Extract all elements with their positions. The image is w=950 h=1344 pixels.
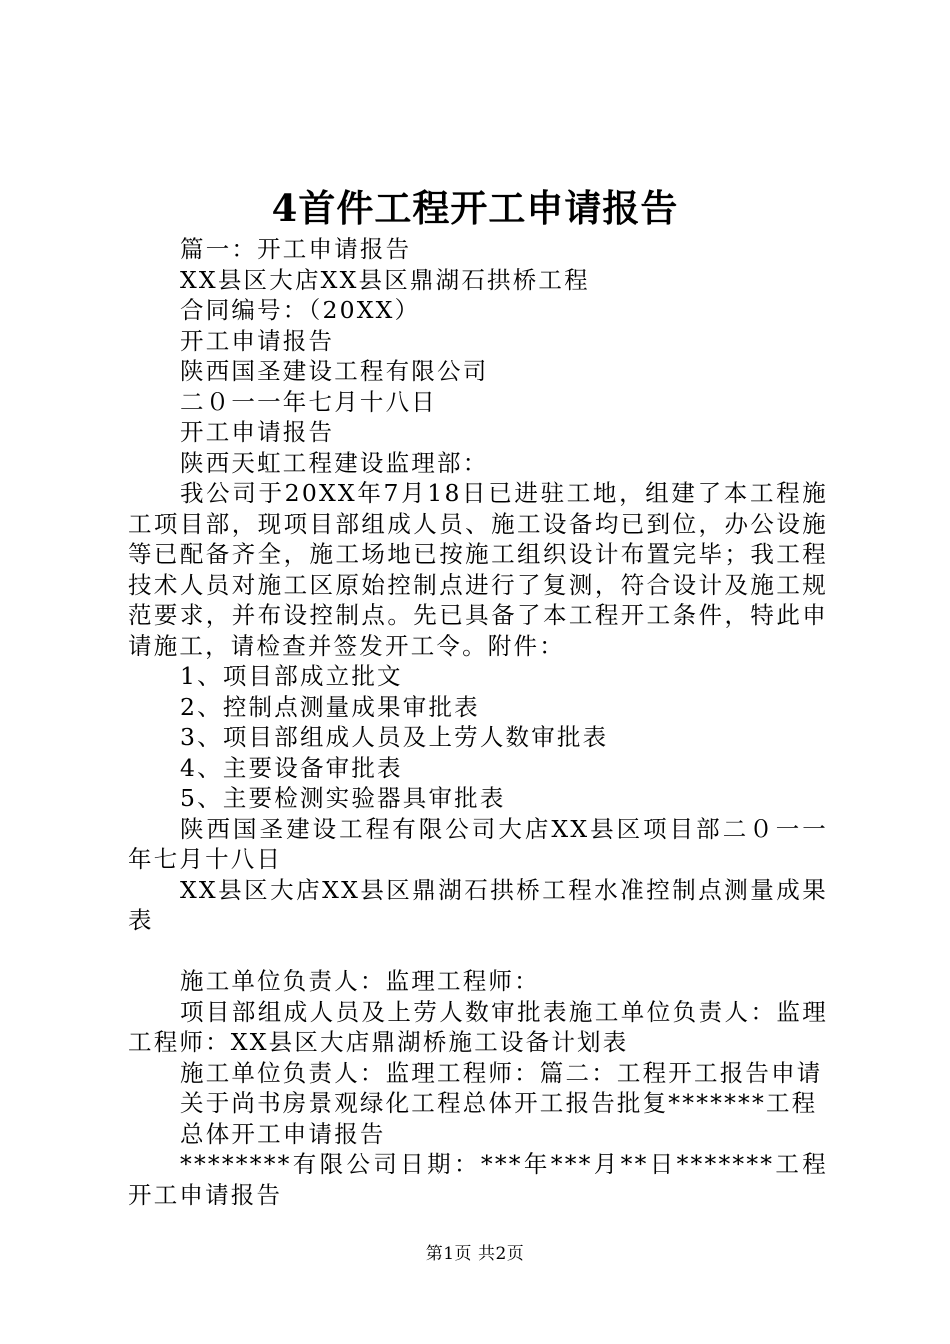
paragraph: 篇一：开工申请报告 — [180, 235, 412, 263]
list-item: 2、控制点测量成果审批表 — [180, 692, 480, 721]
list-item: 3、项目部组成人员及上劳人数审批表 — [180, 723, 609, 751]
blank-line — [128, 936, 828, 967]
paragraph: 合同编号：（20XX） — [180, 296, 421, 324]
paragraph: 关于尚书房景观绿化工程总体开工报告批复*******工程 — [180, 1089, 818, 1117]
document-body — [128, 234, 828, 1210]
list-item: 1、项目部成立批文 — [180, 662, 403, 690]
document-title: 4首件工程开工申请报告 — [271, 186, 679, 230]
paragraph: 陕西天虹工程建设监理部： — [180, 448, 489, 477]
paragraph: ********有限公司日期：***年***月**日*******工程开工申请报告 — [128, 1150, 828, 1209]
page-footer: 第1页 共2页 — [425, 1244, 525, 1264]
paragraph: 二０一一年七月十八日 — [180, 387, 437, 416]
paragraph: 陕西国圣建设工程有限公司 — [180, 357, 489, 385]
paragraph: 施工单位负责人：监理工程师： — [180, 967, 540, 995]
paragraph: XX县区大店XX县区鼎湖石拱桥工程水准控制点测量成果表 — [128, 875, 828, 934]
paragraph: 项目部组成人员及上劳人数审批表施工单位负责人：监理工程师：XX县区大店鼎湖桥施工设备计划表 — [128, 997, 828, 1056]
paragraph: 开工申请报告 — [180, 326, 335, 355]
list-item: 5、主要检测实验器具审批表 — [180, 784, 506, 812]
paragraph: XX县区大店XX县区鼎湖石拱桥工程 — [180, 265, 590, 294]
paragraph: 我公司于20XX年7月18日已进驻工地，组建了本工程施工项目部，现项目部组成人员、施工设备均已到位，办公设施等已配备齐全，施工场地已按施工组织设计布置完毕；我工程技术人员对施工区原始控制点进行了复测，符合设计及施工规范要求，并布设控制点。先已具备了本工程开工条件，特此申请施工，请检查并签发开工令。附件： — [128, 479, 828, 660]
paragraph: 开工申请报告 — [180, 418, 335, 446]
paragraph: 陕西国圣建设工程有限公司大店XX县区项目部二０一一年七月十八日 — [128, 814, 828, 873]
list-item: 4、主要设备审批表 — [180, 753, 403, 782]
paragraph: 总体开工申请报告 — [180, 1119, 386, 1148]
paragraph: 施工单位负责人：监理工程师：篇二：工程开工报告申请 — [180, 1058, 823, 1087]
